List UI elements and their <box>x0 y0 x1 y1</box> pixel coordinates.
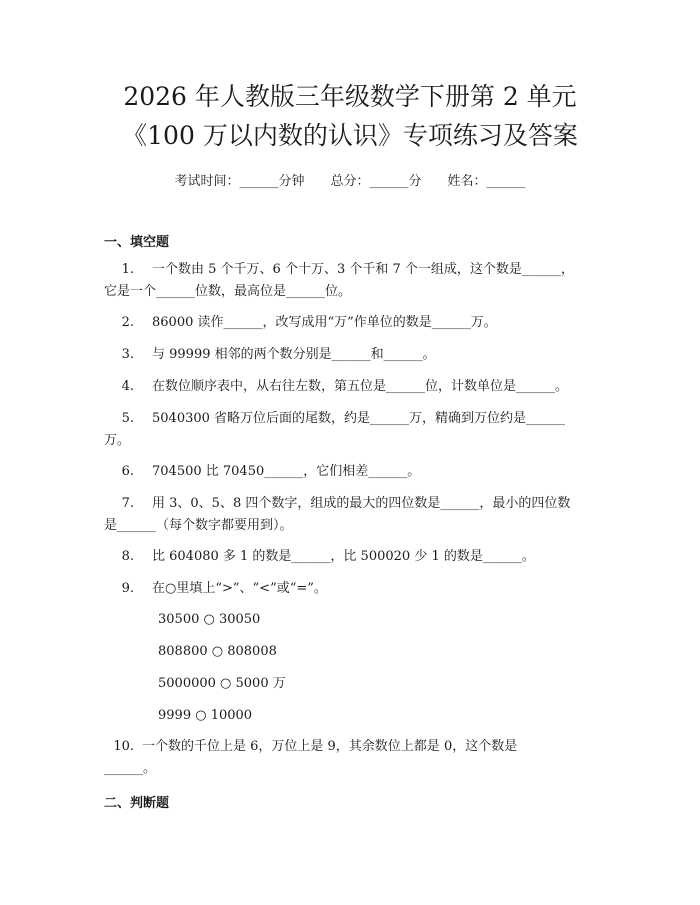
title-line-2: 《100 万以内数的认识》专项练习及答案 <box>122 121 578 150</box>
exam-time-field: 考试时间：______分钟 <box>174 174 305 189</box>
question-text: 比 604080 多 1 的数是______，比 500020 少 1 的数是______。 <box>152 549 535 564</box>
question-number: 8. <box>121 549 134 564</box>
question-4 <box>104 376 596 398</box>
question-text: 一个数的千位上是 6，万位上是 9，其余数位上都是 0，这个数是 <box>142 739 518 754</box>
question-number: 2. <box>121 315 134 330</box>
comparison-3: 5000000 ○ 5000 万 <box>158 676 286 691</box>
question-number: 3. <box>121 347 134 362</box>
question-text-cont: 是______（每个数字都要用到）。 <box>104 518 293 533</box>
question-text: 86000 读作______，改写成用“万”作单位的数是______万。 <box>152 315 497 330</box>
question-text: 与 99999 相邻的两个数分别是______和______。 <box>152 347 436 362</box>
total-score-field: 总分：______分 <box>330 174 422 189</box>
question-number: 7. <box>121 496 134 511</box>
question-text: 一个数由 5 个千万、6 个十万、3 个千和 7 个一组成，这个数是______， <box>152 262 574 277</box>
question-text: 704500 比 70450______，它们相差______。 <box>152 464 421 479</box>
question-6 <box>104 461 596 483</box>
name-field: 姓名：______ <box>447 174 526 189</box>
question-text: 在数位顺序表中，从右往左数，第五位是______位，计数单位是______。 <box>152 379 569 394</box>
comparison-2: 808800 ○ 808008 <box>158 644 277 659</box>
question-text-cont: 万。 <box>104 433 131 448</box>
comparison-4: 9999 ○ 10000 <box>158 708 253 723</box>
question-8 <box>104 546 596 568</box>
section-title-true-false: 二、判断题 <box>104 796 170 811</box>
question-number: 9. <box>121 581 134 596</box>
comparison-1: 30500 ○ 30050 <box>158 612 261 627</box>
question-number: 5. <box>121 411 134 426</box>
question-2 <box>104 312 596 334</box>
exam-info <box>0 170 700 189</box>
question-5 <box>104 408 596 452</box>
question-1 <box>104 259 596 303</box>
question-3 <box>104 344 596 366</box>
question-text: 在○里填上“>”、“<”或“=”。 <box>152 581 327 596</box>
question-text-cont: ______。 <box>104 761 157 776</box>
question-10 <box>104 736 596 780</box>
title-line-1: 2026 年人教版三年级数学下册第 2 单元 <box>123 82 577 111</box>
question-number: 4. <box>121 379 134 394</box>
question-text: 用 3、0、5、8 四个数字，组成的最大的四位数是______，最小的四位数 <box>152 496 571 511</box>
question-9 <box>104 578 596 600</box>
question-7 <box>104 493 596 537</box>
question-number: 10. <box>113 739 134 754</box>
section-title-fill-in: 一、填空题 <box>104 235 170 250</box>
question-text: 5040300 省略万位后面的尾数，约是______万，精确到万位约是______ <box>152 411 566 426</box>
question-number: 1. <box>121 262 134 277</box>
question-text-cont: 它是一个______位数，最高位是______位。 <box>104 284 352 299</box>
question-number: 6. <box>121 464 134 479</box>
